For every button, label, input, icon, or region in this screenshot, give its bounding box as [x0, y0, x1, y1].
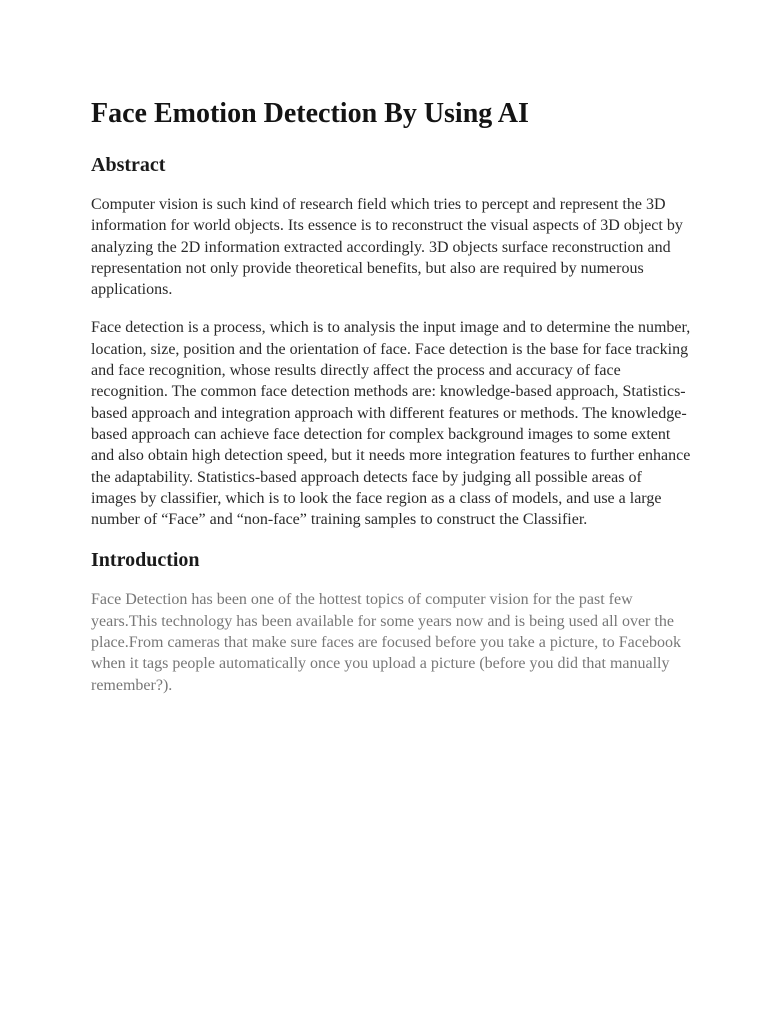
document-title: Face Emotion Detection By Using AI — [91, 98, 529, 129]
document-page — [91, 96, 691, 713]
abstract-paragraph: Computer vision is such kind of research field which tries to percept and represent the 3D information for world objects. Its essence is to reconstruct the visual aspects of 3D object by analyzing the 2D information extracted accordingly. 3D objects surface reconstruction and representation not only provide theoretical benefits, but also are required by numerous applications. — [91, 196, 683, 299]
abstract-paragraph: Face detection is a process, which is to analysis the input image and to determine the number, location, size, position and the orientation of face. Face detection is the base for face tracking and face recognition, whose results directly affect the process and accuracy of face recognition. The common face detection methods are: knowledge-based approach, Statistics-based approach and integration approach with different features or methods. The knowledge-based approach can achieve face detection for complex background images to some extent and also obtain high detection speed, but it needs more integration features to further enhance the adaptability. Statistics-based approach detects face by judging all possible areas of images by classifier, which is to look the face region as a class of models, and use a large number of “Face” and “non-face” training samples to construct the Classifier. — [91, 319, 691, 529]
abstract-heading: Abstract — [91, 154, 166, 176]
introduction-paragraph: Face Detection has been one of the hottest topics of computer vision for the past few years.This technology has been available for some years now and is being used all over the place.From cameras that make sure faces are focused before you take a picture, to Facebook when it tags people automatically once you upload a picture (before you did that manually remember?). — [91, 591, 681, 694]
introduction-heading: Introduction — [91, 549, 200, 572]
